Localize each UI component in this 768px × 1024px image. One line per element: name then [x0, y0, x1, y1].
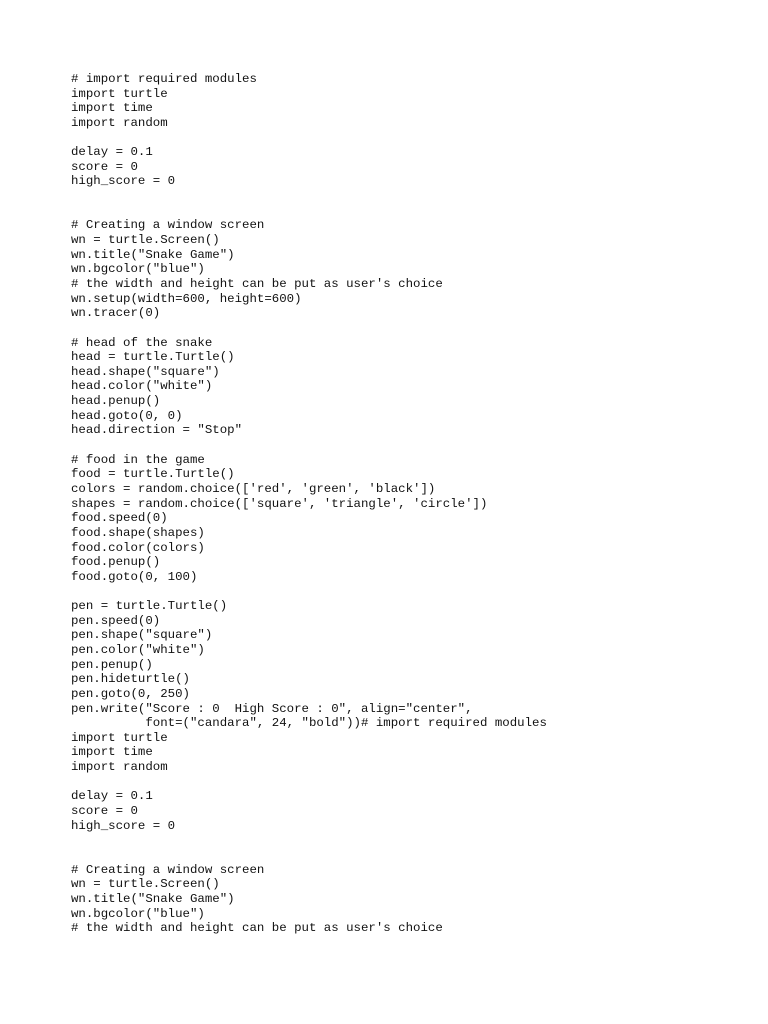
code-line — [71, 438, 547, 453]
code-line: shapes = random.choice(['square', 'triangle', 'circle']) — [71, 496, 488, 511]
code-line: import turtle — [71, 86, 168, 101]
code-line: high_score = 0 — [71, 818, 176, 833]
code-line: # the width and height can be put as user's choice — [71, 276, 443, 291]
code-line: pen.goto(0, 250) — [71, 686, 190, 701]
code-line: font=("candara", 24, "bold"))# import required modules — [71, 716, 547, 731]
code-line: delay = 0.1 — [71, 145, 153, 160]
code-line: food.color(colors) — [71, 540, 205, 555]
code-line: # import required modules — [71, 72, 257, 86]
code-line: wn.tracer(0) — [71, 306, 161, 321]
code-line — [71, 321, 547, 336]
code-line: # food in the game — [71, 452, 205, 467]
code-line: high_score = 0 — [71, 174, 176, 189]
code-line: pen.penup() — [71, 657, 153, 672]
code-line: pen = turtle.Turtle() — [71, 599, 228, 614]
code-line: food.penup() — [71, 555, 161, 570]
code-line: head.penup() — [71, 394, 161, 409]
code-line: import turtle — [71, 730, 168, 745]
code-line: pen.write("Score : 0 High Score : 0", align="center", — [71, 701, 473, 716]
code-line: head.direction = "Stop" — [71, 423, 243, 438]
code-line: pen.hideturtle() — [71, 672, 190, 687]
code-line: wn.setup(width=600, height=600) — [71, 291, 302, 306]
code-line — [71, 775, 547, 790]
code-line: wn.bgcolor("blue") — [71, 906, 205, 921]
code-block — [71, 72, 547, 936]
code-line: food.goto(0, 100) — [71, 569, 198, 584]
code-line: pen.shape("square") — [71, 628, 213, 643]
code-line — [71, 189, 547, 204]
code-line: head.color("white") — [71, 379, 213, 394]
code-line: head = turtle.Turtle() — [71, 350, 235, 365]
code-line: import random — [71, 115, 168, 130]
code-line — [71, 848, 547, 863]
code-line: wn.title("Snake Game") — [71, 247, 235, 262]
code-line: score = 0 — [71, 804, 138, 819]
code-line: # the width and height can be put as user's choice — [71, 921, 443, 936]
code-line: import time — [71, 101, 153, 116]
code-line — [71, 131, 547, 146]
code-line: wn.bgcolor("blue") — [71, 262, 205, 277]
code-line: # Creating a window screen — [71, 218, 265, 233]
code-line: food.shape(shapes) — [71, 525, 205, 540]
code-line: # head of the snake — [71, 335, 213, 350]
code-line: pen.speed(0) — [71, 613, 161, 628]
code-line: head.shape("square") — [71, 364, 220, 379]
code-line: # Creating a window screen — [71, 862, 265, 877]
code-line — [71, 584, 547, 599]
code-line: import time — [71, 745, 153, 760]
code-line: wn = turtle.Screen() — [71, 877, 220, 892]
code-line — [71, 833, 547, 848]
code-line: head.goto(0, 0) — [71, 408, 183, 423]
code-line: colors = random.choice(['red', 'green', 'black']) — [71, 481, 436, 496]
code-line: import random — [71, 760, 168, 775]
code-line: food = turtle.Turtle() — [71, 467, 235, 482]
code-line: wn.title("Snake Game") — [71, 891, 235, 906]
code-line: score = 0 — [71, 159, 138, 174]
code-line: wn = turtle.Screen() — [71, 233, 220, 248]
code-line — [71, 204, 547, 219]
code-line: delay = 0.1 — [71, 789, 153, 804]
code-line: pen.color("white") — [71, 642, 205, 657]
code-line: food.speed(0) — [71, 511, 168, 526]
